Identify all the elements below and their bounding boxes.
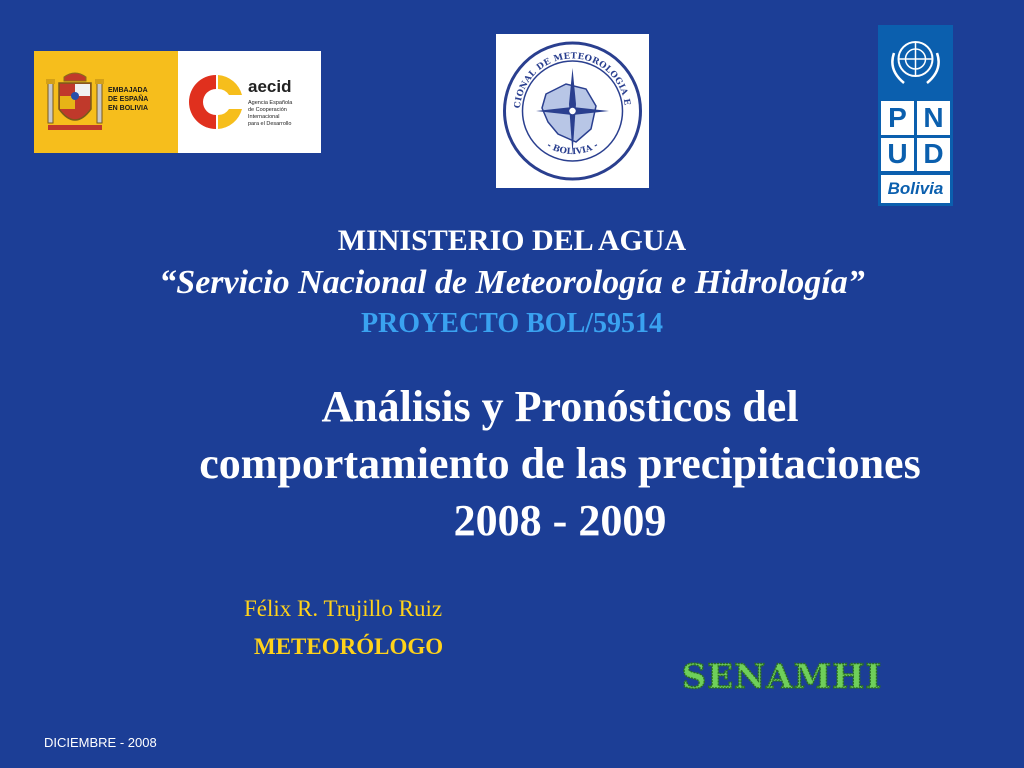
aecid-c-icon: [186, 71, 246, 133]
author-role: METEORÓLOGO: [254, 634, 444, 659]
presentation-title: [80, 378, 1024, 549]
project-code: PROYECTO BOL/59514: [360, 308, 664, 339]
embassy-text: EMBAJADA DE ESPAÑA EN BOLIVIA: [108, 87, 149, 112]
ministry-text: MINISTERIO DEL AGUA: [337, 224, 687, 257]
senamhi-seal-logo: [496, 34, 649, 188]
pnud-letter-grid: [881, 101, 950, 171]
title-line: Análisis y Pronósticos del: [321, 382, 799, 431]
footer-date: DICIEMBRE - 2008: [44, 735, 157, 750]
un-emblem-icon: [878, 25, 953, 97]
pnud-letter: D: [917, 138, 950, 172]
pnud-country: Bolivia: [881, 175, 950, 203]
pnud-letter: P: [881, 101, 914, 135]
pnud-letter: U: [881, 138, 914, 172]
service-name: “Servicio Nacional de Meteorología e Hidrología”: [159, 264, 865, 301]
title-line: 2008 - 2009: [453, 496, 667, 545]
pnud-logo: [878, 25, 953, 206]
senamhi-wordmark-text: SENAMHI: [681, 657, 883, 695]
aecid-brand: aecid: [248, 77, 292, 96]
spain-coat-of-arms-icon: [44, 69, 106, 135]
pnud-letter: N: [917, 101, 950, 135]
aecid-subtitle: Agencia Española de Cooperación Internacional para el Desarrollo: [248, 100, 293, 127]
seal-bottom-text: - BOLIVIA -: [544, 140, 601, 158]
senamhi-wordmark-logo: [678, 657, 886, 695]
embassy-logo-panel: [34, 51, 178, 153]
aecid-logo-panel: [178, 51, 321, 153]
ministry-heading: [0, 224, 1024, 258]
title-line: comportamiento de las precipitaciones: [199, 439, 921, 488]
author-name: Félix R. Trujillo Ruiz: [244, 596, 443, 621]
seal-ring-text: CIONAL DE METEOROLOGIA E: [512, 51, 632, 109]
aecid-embassy-logo: [34, 51, 321, 153]
